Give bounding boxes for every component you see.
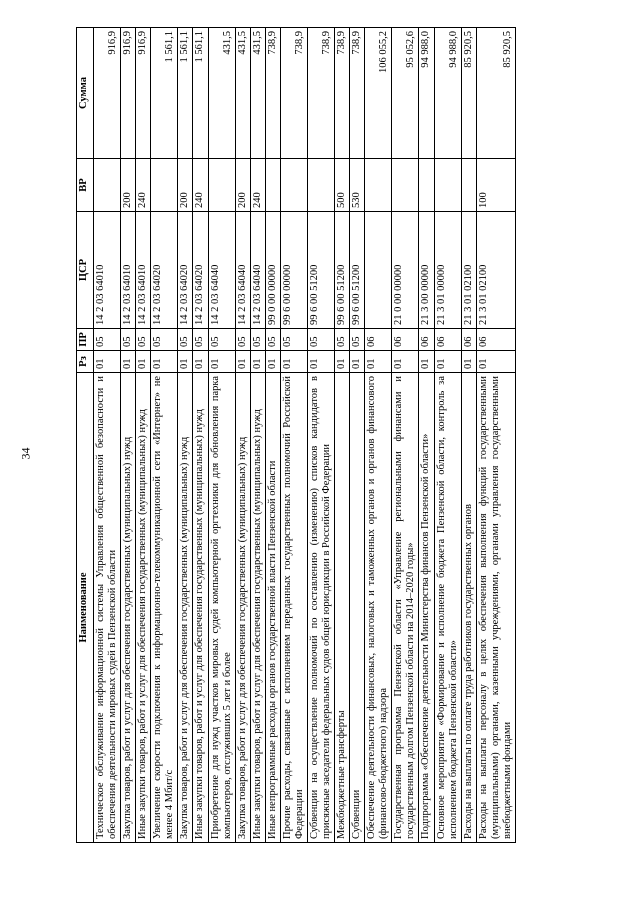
cell-vr xyxy=(434,159,461,212)
cell-rz: 01 xyxy=(419,351,434,373)
cell-vr: 200 xyxy=(178,159,193,212)
cell-sum: 85 920,5 xyxy=(461,28,476,159)
cell-rz: 01 xyxy=(250,351,265,373)
header-sum: Сумма xyxy=(77,28,94,159)
cell-sum: 106 055,2 xyxy=(365,28,392,159)
cell-pr: 06 xyxy=(434,329,461,351)
cell-sum: 431,5 xyxy=(208,28,235,159)
cell-name: Закупка товаров, работ и услуг для обеспечения государственных (муниципальных) нужд xyxy=(178,373,193,843)
table-row xyxy=(335,28,350,843)
cell-csr: 21 3 00 00000 xyxy=(419,212,434,329)
cell-pr: 05 xyxy=(250,329,265,351)
cell-pr: 05 xyxy=(265,329,280,351)
cell-name: Расходы на выплаты персоналу в целях обеспечения выполнения функций государственными (муниципальными) органами, казенными учреждениями, органами управления государственными внебюджетными фондами xyxy=(476,373,515,843)
cell-sum: 738,9 xyxy=(307,28,334,159)
table-row xyxy=(419,28,434,843)
cell-vr xyxy=(94,159,121,212)
cell-name: Субвенции xyxy=(350,373,365,843)
cell-vr xyxy=(265,159,280,212)
cell-csr: 21 3 01 02100 xyxy=(461,212,476,329)
cell-csr: 14 2 03 64010 xyxy=(121,212,136,329)
cell-rz: 01 xyxy=(280,351,307,373)
cell-vr: 500 xyxy=(335,159,350,212)
table-row xyxy=(250,28,265,843)
header-vr: ВР xyxy=(77,159,94,212)
cell-vr: 530 xyxy=(350,159,365,212)
cell-pr: 05 xyxy=(193,329,208,351)
cell-csr: 21 0 00 00000 xyxy=(392,212,419,329)
cell-name: Иные закупки товаров, работ и услуг для обеспечения государственных (муниципальных) нужд xyxy=(136,373,151,843)
cell-pr: 06 xyxy=(365,329,392,351)
cell-name: Иные закупки товаров, работ и услуг для обеспечения государственных (муниципальных) нужд xyxy=(193,373,208,843)
table-header-row xyxy=(77,28,94,843)
table-row xyxy=(280,28,307,843)
cell-pr: 05 xyxy=(121,329,136,351)
table-row xyxy=(461,28,476,843)
page-number: 34 xyxy=(18,447,33,460)
cell-sum: 431,5 xyxy=(235,28,250,159)
cell-name: Расходы на выплаты по оплате труда работников государственных органов xyxy=(461,373,476,843)
cell-pr: 06 xyxy=(392,329,419,351)
cell-name: Приобретение для нужд участков мировых судей компьютерной оргтехники для обновления парка компьютеров, отслуживших 5 лет и более xyxy=(208,373,235,843)
table-row xyxy=(121,28,136,843)
cell-sum: 94 988,0 xyxy=(434,28,461,159)
cell-pr: 05 xyxy=(208,329,235,351)
cell-vr: 240 xyxy=(136,159,151,212)
table-row xyxy=(235,28,250,843)
cell-csr: 99 6 00 51200 xyxy=(350,212,365,329)
table-row xyxy=(193,28,208,843)
rotated-page xyxy=(76,28,581,843)
cell-rz: 01 xyxy=(208,351,235,373)
cell-csr: 99 6 00 51200 xyxy=(307,212,334,329)
cell-vr: 200 xyxy=(121,159,136,212)
cell-name: Закупка товаров, работ и услуг для обеспечения государственных (муниципальных) нужд xyxy=(121,373,136,843)
cell-vr xyxy=(307,159,334,212)
cell-rz: 01 xyxy=(178,351,193,373)
cell-rz: 01 xyxy=(365,351,392,373)
cell-vr: 240 xyxy=(193,159,208,212)
cell-sum: 738,9 xyxy=(280,28,307,159)
cell-rz: 01 xyxy=(307,351,334,373)
cell-csr: 21 3 01 00000 xyxy=(434,212,461,329)
cell-name: Техническое обслуживание информационной системы Управления общественной безопасности и обеспечения деятельности мировых судей в Пензенской области xyxy=(94,373,121,843)
cell-vr xyxy=(419,159,434,212)
cell-rz: 01 xyxy=(350,351,365,373)
cell-vr xyxy=(461,159,476,212)
cell-name: Иные непрограммные расходы органов государственной власти Пензенской области xyxy=(265,373,280,843)
cell-sum: 738,9 xyxy=(335,28,350,159)
table-row xyxy=(350,28,365,843)
cell-csr: 99 6 00 51200 xyxy=(335,212,350,329)
cell-csr: 14 2 03 64040 xyxy=(250,212,265,329)
cell-vr: 200 xyxy=(235,159,250,212)
cell-pr: 05 xyxy=(307,329,334,351)
cell-rz: 01 xyxy=(121,351,136,373)
cell-name: Иные закупки товаров, работ и услуг для обеспечения государственных (муниципальных) нужд xyxy=(250,373,265,843)
cell-rz: 01 xyxy=(136,351,151,373)
cell-sum: 916,9 xyxy=(121,28,136,159)
table-row xyxy=(434,28,461,843)
cell-name: Межбюджетные трансферты xyxy=(335,373,350,843)
cell-vr xyxy=(208,159,235,212)
cell-rz: 01 xyxy=(476,351,515,373)
table-row xyxy=(392,28,419,843)
cell-rz: 01 xyxy=(461,351,476,373)
cell-sum: 431,5 xyxy=(250,28,265,159)
table-row xyxy=(151,28,178,843)
table-row xyxy=(307,28,334,843)
cell-csr: 14 2 03 64040 xyxy=(208,212,235,329)
cell-pr: 05 xyxy=(280,329,307,351)
cell-pr: 05 xyxy=(136,329,151,351)
cell-csr: 14 2 03 64010 xyxy=(94,212,121,329)
cell-pr: 06 xyxy=(419,329,434,351)
cell-name: Подпрограмма «Обеспечение деятельности Министерства финансов Пензенской области» xyxy=(419,373,434,843)
cell-rz: 01 xyxy=(335,351,350,373)
cell-pr: 06 xyxy=(461,329,476,351)
cell-vr xyxy=(392,159,419,212)
cell-pr: 05 xyxy=(94,329,121,351)
cell-pr: 05 xyxy=(178,329,193,351)
cell-sum: 916,9 xyxy=(136,28,151,159)
table-row xyxy=(178,28,193,843)
cell-rz: 01 xyxy=(434,351,461,373)
cell-rz: 01 xyxy=(193,351,208,373)
cell-rz: 01 xyxy=(94,351,121,373)
cell-vr xyxy=(365,159,392,212)
cell-pr: 05 xyxy=(235,329,250,351)
cell-csr: 99 0 00 00000 xyxy=(265,212,280,329)
cell-csr: 21 3 01 02100 xyxy=(476,212,515,329)
cell-sum: 916,9 xyxy=(94,28,121,159)
cell-name: Субвенции на осуществление полномочий по составлению (изменению) списков кандидатов в присяжные заседатели федеральных судов общей юрисдикции в Российской Федерации xyxy=(307,373,334,843)
cell-csr: 14 2 03 64010 xyxy=(136,212,151,329)
cell-name: Основное мероприятие «Формирование и исполнение бюджета Пензенской области, контроль за исполнением бюджета Пензенской области» xyxy=(434,373,461,843)
cell-rz: 01 xyxy=(235,351,250,373)
header-name: Наименование xyxy=(77,373,94,843)
cell-vr xyxy=(151,159,178,212)
cell-name: Прочие расходы, связанные с исполнением переданных государственных полномочий Российской Федерации xyxy=(280,373,307,843)
cell-pr: 05 xyxy=(335,329,350,351)
cell-csr: 14 2 03 64040 xyxy=(235,212,250,329)
cell-csr xyxy=(365,212,392,329)
cell-sum: 85 920,5 xyxy=(476,28,515,159)
cell-sum: 1 561,1 xyxy=(151,28,178,159)
cell-pr: 05 xyxy=(151,329,178,351)
cell-sum: 1 561,1 xyxy=(178,28,193,159)
cell-vr xyxy=(280,159,307,212)
cell-csr: 14 2 03 64020 xyxy=(193,212,208,329)
cell-vr: 240 xyxy=(250,159,265,212)
cell-sum: 1 561,1 xyxy=(193,28,208,159)
cell-name: Увеличение скорости подключения к информационно-телекоммуникационной сети «Интернет» не менее 4 Мбит/с xyxy=(151,373,178,843)
table-row xyxy=(208,28,235,843)
cell-sum: 738,9 xyxy=(265,28,280,159)
cell-rz: 01 xyxy=(392,351,419,373)
cell-csr: 14 2 03 64020 xyxy=(151,212,178,329)
budget-table xyxy=(76,27,516,843)
header-rz: Рз xyxy=(77,351,94,373)
table-row xyxy=(365,28,392,843)
cell-sum: 738,9 xyxy=(350,28,365,159)
cell-name: Государственная программа Пензенской области «Управление региональными финансами и государственным долгом Пензенской области на 2014–2020 годы» xyxy=(392,373,419,843)
table-row xyxy=(265,28,280,843)
cell-pr: 05 xyxy=(350,329,365,351)
cell-sum: 95 052,6 xyxy=(392,28,419,159)
cell-pr: 06 xyxy=(476,329,515,351)
table-row xyxy=(94,28,121,843)
header-csr: ЦСР xyxy=(77,212,94,329)
cell-vr: 100 xyxy=(476,159,515,212)
cell-sum: 94 988,0 xyxy=(419,28,434,159)
cell-name: Обеспечение деятельности финансовых, налоговых и таможенных органов и органов финансового (финансово-бюджетного) надзора xyxy=(365,373,392,843)
cell-rz: 01 xyxy=(151,351,178,373)
table-row xyxy=(476,28,515,843)
cell-csr: 14 2 03 64020 xyxy=(178,212,193,329)
cell-csr: 99 6 00 00000 xyxy=(280,212,307,329)
cell-name: Закупка товаров, работ и услуг для обеспечения государственных (муниципальных) нужд xyxy=(235,373,250,843)
header-pr: ПР xyxy=(77,329,94,351)
table-row xyxy=(136,28,151,843)
cell-rz: 01 xyxy=(265,351,280,373)
